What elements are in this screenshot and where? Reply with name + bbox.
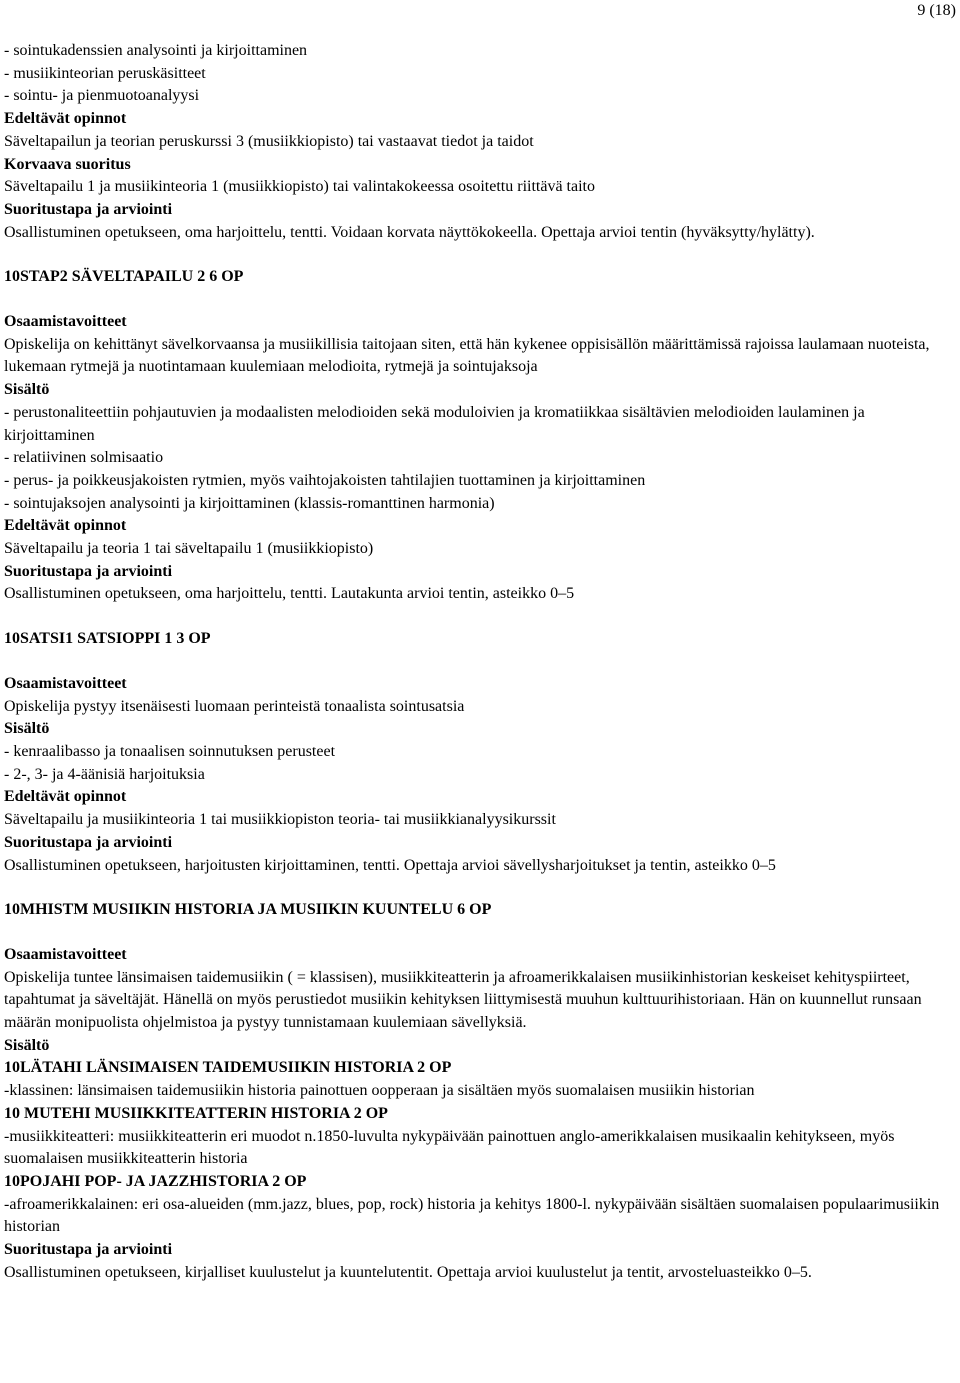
body-text: Opiskelija on kehittänyt sävelkorvaansa ja musiikillisia taitojaan siten, että hän kykenee oppisisällön määrittämissä rajoissa laulamaan nuoteista, lukemaan rytmejä ja nuotintamaan kuulemiaan melodioita, rytmejä ja sointujaksoja bbox=[4, 335, 930, 376]
body-text: Osallistuminen opetukseen, kirjalliset kuulustelut ja kuuntelutentit. Opettaja arvioi kuulustelut ja tentit, arvosteluasteikko 0–5. bbox=[4, 1263, 812, 1281]
section-heading: Edeltävät opinnot bbox=[4, 788, 127, 806]
section-heading: Suoritustapa ja arviointi bbox=[4, 1241, 173, 1259]
section-heading: Suoritustapa ja arviointi bbox=[4, 833, 173, 851]
section-heading: Suoritustapa ja arviointi bbox=[4, 200, 173, 218]
body-text: - perustonaliteettiin pohjautuvien ja modaalisten melodioiden sekä moduloivien ja kromatiikkaa sisältävien melodioiden laulaminen ja kirjoittaminen bbox=[4, 403, 865, 444]
section-heading: Sisältö bbox=[4, 720, 50, 738]
section-heading: Osaamistavoitteet bbox=[4, 674, 127, 692]
body-text: - 2-, 3- ja 4-äänisiä harjoituksia bbox=[4, 765, 205, 783]
body-text: Opiskelija tuntee länsimaisen taidemusiikin ( = klassisen), musiikkiteatterin ja afroamerikkalaisen musiikinhistorian keskeiset kehityspiirteet, tapahtumat ja säveltäjät. Hänellä on myös perustiedot musiikin kehityksen liittymisestä muuhun kulttuurihistoriaan. Hän on kuunnellut runsaan määrän monipuolista ohjelmistoa ja pystyy tunnistamaan kuulemiaan sävellyksiä. bbox=[4, 968, 922, 1032]
section-heading: Korvaava suoritus bbox=[4, 155, 131, 173]
section-heading: 10LÄTAHI LÄNSIMAISEN TAIDEMUSIIKIN HISTORIA 2 OP bbox=[4, 1059, 452, 1077]
body-text: -klassinen: länsimaisen taidemusiikin historia painottuen oopperaan ja sisältäen myös suomalaisen musiikin historian bbox=[4, 1082, 755, 1100]
section-heading: Sisältö bbox=[4, 381, 50, 399]
body-text: Osallistuminen opetukseen, oma harjoittelu, tentti. Lautakunta arvioi tentin, asteikko 0–5 bbox=[4, 585, 575, 603]
section-heading: Osaamistavoitteet bbox=[4, 313, 127, 331]
body-text: Osallistuminen opetukseen, harjoitusten kirjoittaminen, tentti. Opettaja arvioi sävellysharjoitukset ja tentin, asteikko 0–5 bbox=[4, 856, 776, 874]
body-text: Säveltapailu ja musiikinteoria 1 tai musiikkiopiston teoria- tai musiikkianalyysikurssit bbox=[4, 811, 556, 829]
body-text: - sointukadenssien analysointi ja kirjoittaminen bbox=[4, 42, 308, 59]
body-text: -afroamerikkalainen: eri osa-alueiden (mm.jazz, blues, pop, rock) historia ja kehitys 1800-l. nykypäivään sisältäen suomalaisen populaarimusiikin historian bbox=[4, 1195, 940, 1236]
section-heading: Edeltävät opinnot bbox=[4, 517, 127, 535]
document-body bbox=[4, 40, 958, 1284]
body-text: - kenraalibasso ja tonaalisen soinnutuksen perusteet bbox=[4, 742, 336, 760]
body-text: - perus- ja poikkeusjakoisten rytmien, myös vaihtojakoisten tahtilajien tuottaminen ja kirjoittaminen bbox=[4, 471, 646, 489]
section-heading: Sisältö bbox=[4, 1036, 50, 1054]
section-heading: 10POJAHI POP- JA JAZZHISTORIA 2 OP bbox=[4, 1172, 307, 1190]
course-title: 10MHISTM MUSIIKIN HISTORIA JA MUSIIKIN KUUNTELU 6 OP bbox=[4, 901, 492, 919]
section-heading: Osaamistavoitteet bbox=[4, 945, 127, 963]
body-text: - musiikinteorian peruskäsitteet bbox=[4, 64, 206, 82]
section-heading: Edeltävät opinnot bbox=[4, 110, 127, 128]
body-text: Opiskelija pystyy itsenäisesti luomaan perinteistä tonaalista sointusatsia bbox=[4, 697, 465, 715]
body-text: Säveltapailun ja teorian peruskurssi 3 (musiikkiopisto) tai vastaavat tiedot ja taidot bbox=[4, 132, 534, 150]
body-text: Säveltapailu ja teoria 1 tai säveltapailu 1 (musiikkiopisto) bbox=[4, 540, 374, 558]
section-heading: 10 MUTEHI MUSIIKKITEATTERIN HISTORIA 2 OP bbox=[4, 1104, 388, 1122]
body-text: - sointujaksojen analysointi ja kirjoittaminen (klassis-romanttinen harmonia) bbox=[4, 494, 495, 512]
body-text: - sointu- ja pienmuotoanalyysi bbox=[4, 87, 200, 105]
body-text: Osallistuminen opetukseen, oma harjoittelu, tentti. Voidaan korvata näyttökokeella. Opettaja arvioi tentin (hyväksytty/hylätty). bbox=[4, 223, 815, 241]
page-number: 9 (18) bbox=[917, 2, 956, 19]
course-title: 10STAP2 SÄVELTAPAILU 2 6 OP bbox=[4, 268, 244, 286]
body-text: - relatiivinen solmisaatio bbox=[4, 449, 164, 467]
body-text: Säveltapailu 1 ja musiikinteoria 1 (musiikkiopisto) tai valintakokeessa osoitettu riittävä taito bbox=[4, 178, 595, 196]
course-title: 10SATSI1 SATSIOPPI 1 3 OP bbox=[4, 630, 211, 648]
body-text: -musiikkiteatteri: musiikkiteatterin eri muodot n.1850-luvulta nykypäivään painottuen anglo-amerikkalaisen musikaalin kehitykseen, myös suomalaisen musiikkiteatterin historia bbox=[4, 1127, 895, 1168]
section-heading: Suoritustapa ja arviointi bbox=[4, 562, 173, 580]
